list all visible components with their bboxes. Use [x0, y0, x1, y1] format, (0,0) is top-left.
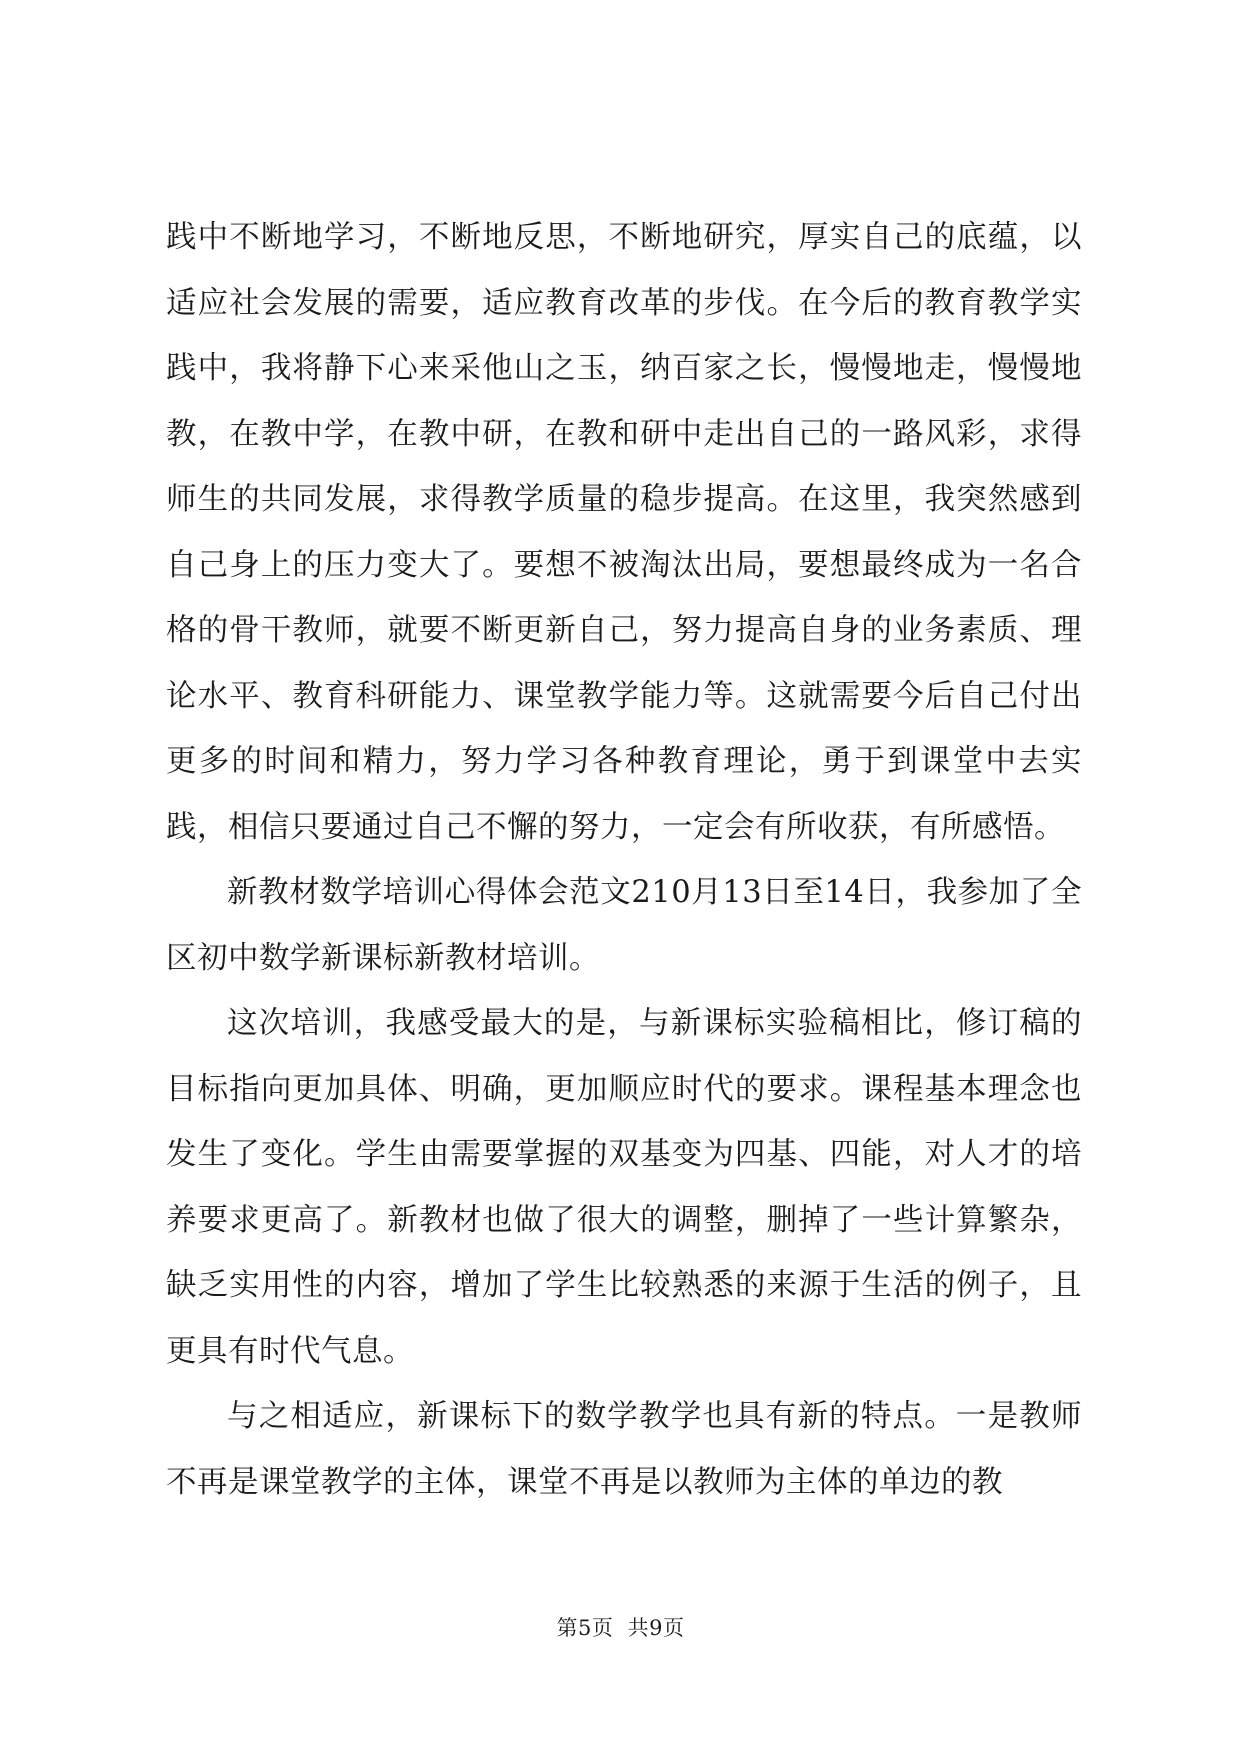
paragraph-teaching-features: 与之相适应，新课标下的数学教学也具有新的特点。一是教师不再是课堂教学的主体，课堂不再是以教师为主体的单边的教	[166, 1399, 1082, 1500]
page-number-label: 第5页 共9页	[556, 1616, 685, 1640]
page-footer	[0, 1612, 1241, 1642]
paragraph-continuation: 践中不断地学习，不断地反思，不断地研究，厚实自己的底蕴，以适应社会发展的需要，适应教育改革的步伐。在今后的教育教学实践中，我将静下心来采他山之玉，纳百家之长，慢慢地走，慢慢地教，在教中学，在教中研，在教和研中走出自己的一路风彩，求得师生的共同发展，求得教学质量的稳步提高。在这里，我突然感到自己身上的压力变大了。要想不被淘汰出局，要想最终成为一名合格的骨干教师，就要不断更新自己，努力提高自身的业务素质、理论水平、教育科研能力、课堂教学能力等。这就需要今后自己付出更多的时间和精力，努力学习各种教育理论，勇于到课堂中去实践，相信只要通过自己不懈的努力，一定会有所收获，有所感悟。	[166, 220, 1082, 845]
body-text	[166, 205, 1082, 1515]
paragraph-training-impression: 这次培训，我感受最大的是，与新课标实验稿相比，修订稿的目标指向更加具体、明确，更加顺应时代的要求。课程基本理念也发生了变化。学生由需要掌握的双基变为四基、四能，对人才的培养要求更高了。新教材也做了很大的调整，删掉了一些计算繁杂，缺乏实用性的内容，增加了学生比较熟悉的来源于生活的例子，且更具有时代气息。	[166, 1006, 1082, 1369]
paragraph-training-intro: 新教材数学培训心得体会范文210月13日至14日，我参加了全区初中数学新课标新教材培训。	[166, 875, 1082, 976]
